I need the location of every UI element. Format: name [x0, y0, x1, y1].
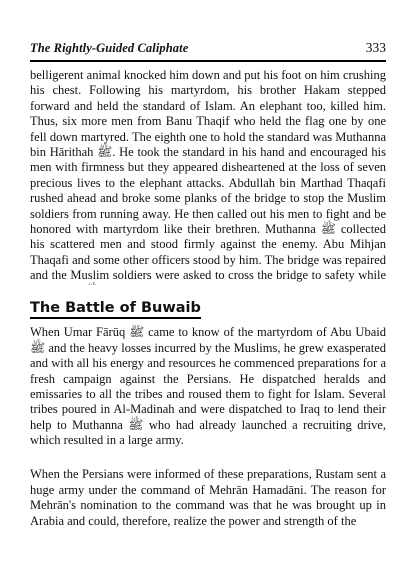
running-title: The Rightly-Guided Caliphate: [30, 41, 189, 55]
paragraph-2: When Umar Fārūq ﷺ came to know of the martyrdom of Abu Ubaid ﷺ and the heavy losses incurred by the Muslims, he grew exasperated and with all his energy and resources he commenced preparations for a fresh campaign against the Persians. He dispatched heralds and emissaries to all the tribes and roused them to fight for Islam. Several tribes poured in Al-Madinah and were dispatched to Iraq to lend their help to Muthanna ﷺ who had already launched a recruiting drive, which resulted in a large army.: [30, 325, 386, 448]
page-number: 333: [365, 40, 386, 55]
header-rule: [30, 60, 386, 62]
page-body: [30, 68, 386, 535]
paragraph-3: When the Persians were informed of these preparations, Rustam sent a huge army under the command of Mehrān Hamadāni. The reason for Mehrān's nomination to the command was that he was brought up in Arabia and could, therefore, realize the power and strength of the: [30, 467, 386, 528]
page-header: [30, 14, 386, 60]
section-heading: The Battle of Buwaib: [30, 301, 201, 319]
paragraph-1: belligerent animal knocked him down and put his foot on him crushing his chest. Following his martyrdom, his brother Hakam stepped forward and held the standard of Islam. An elephant too, killed him. Thus, six more men from Banu Thaqif who held the flag one by one fell down martyred. The eighth one to hold the standard was Muthanna bin Hārithah ﷺ. He took the standard in his hand and encouraged his men with firmness but they appeared disheartened at the loss of seven precious lives to the elephant attacks. Abdullah bin Marthad Thaqafi rushed ahead and broke some planks of the bridge to stop the Muslim soldiers from running away. He then called out his men to fight and be honored with martyrdom like their brethren. Muthanna ﷺ collected his scattered men and stood firmly against the enemy. Abu Mihjan Thaqafi and some other officers stood by him. The bridge was repaired and the Muslim soldiers were asked to cross the bridge to safety while: [30, 68, 386, 283]
